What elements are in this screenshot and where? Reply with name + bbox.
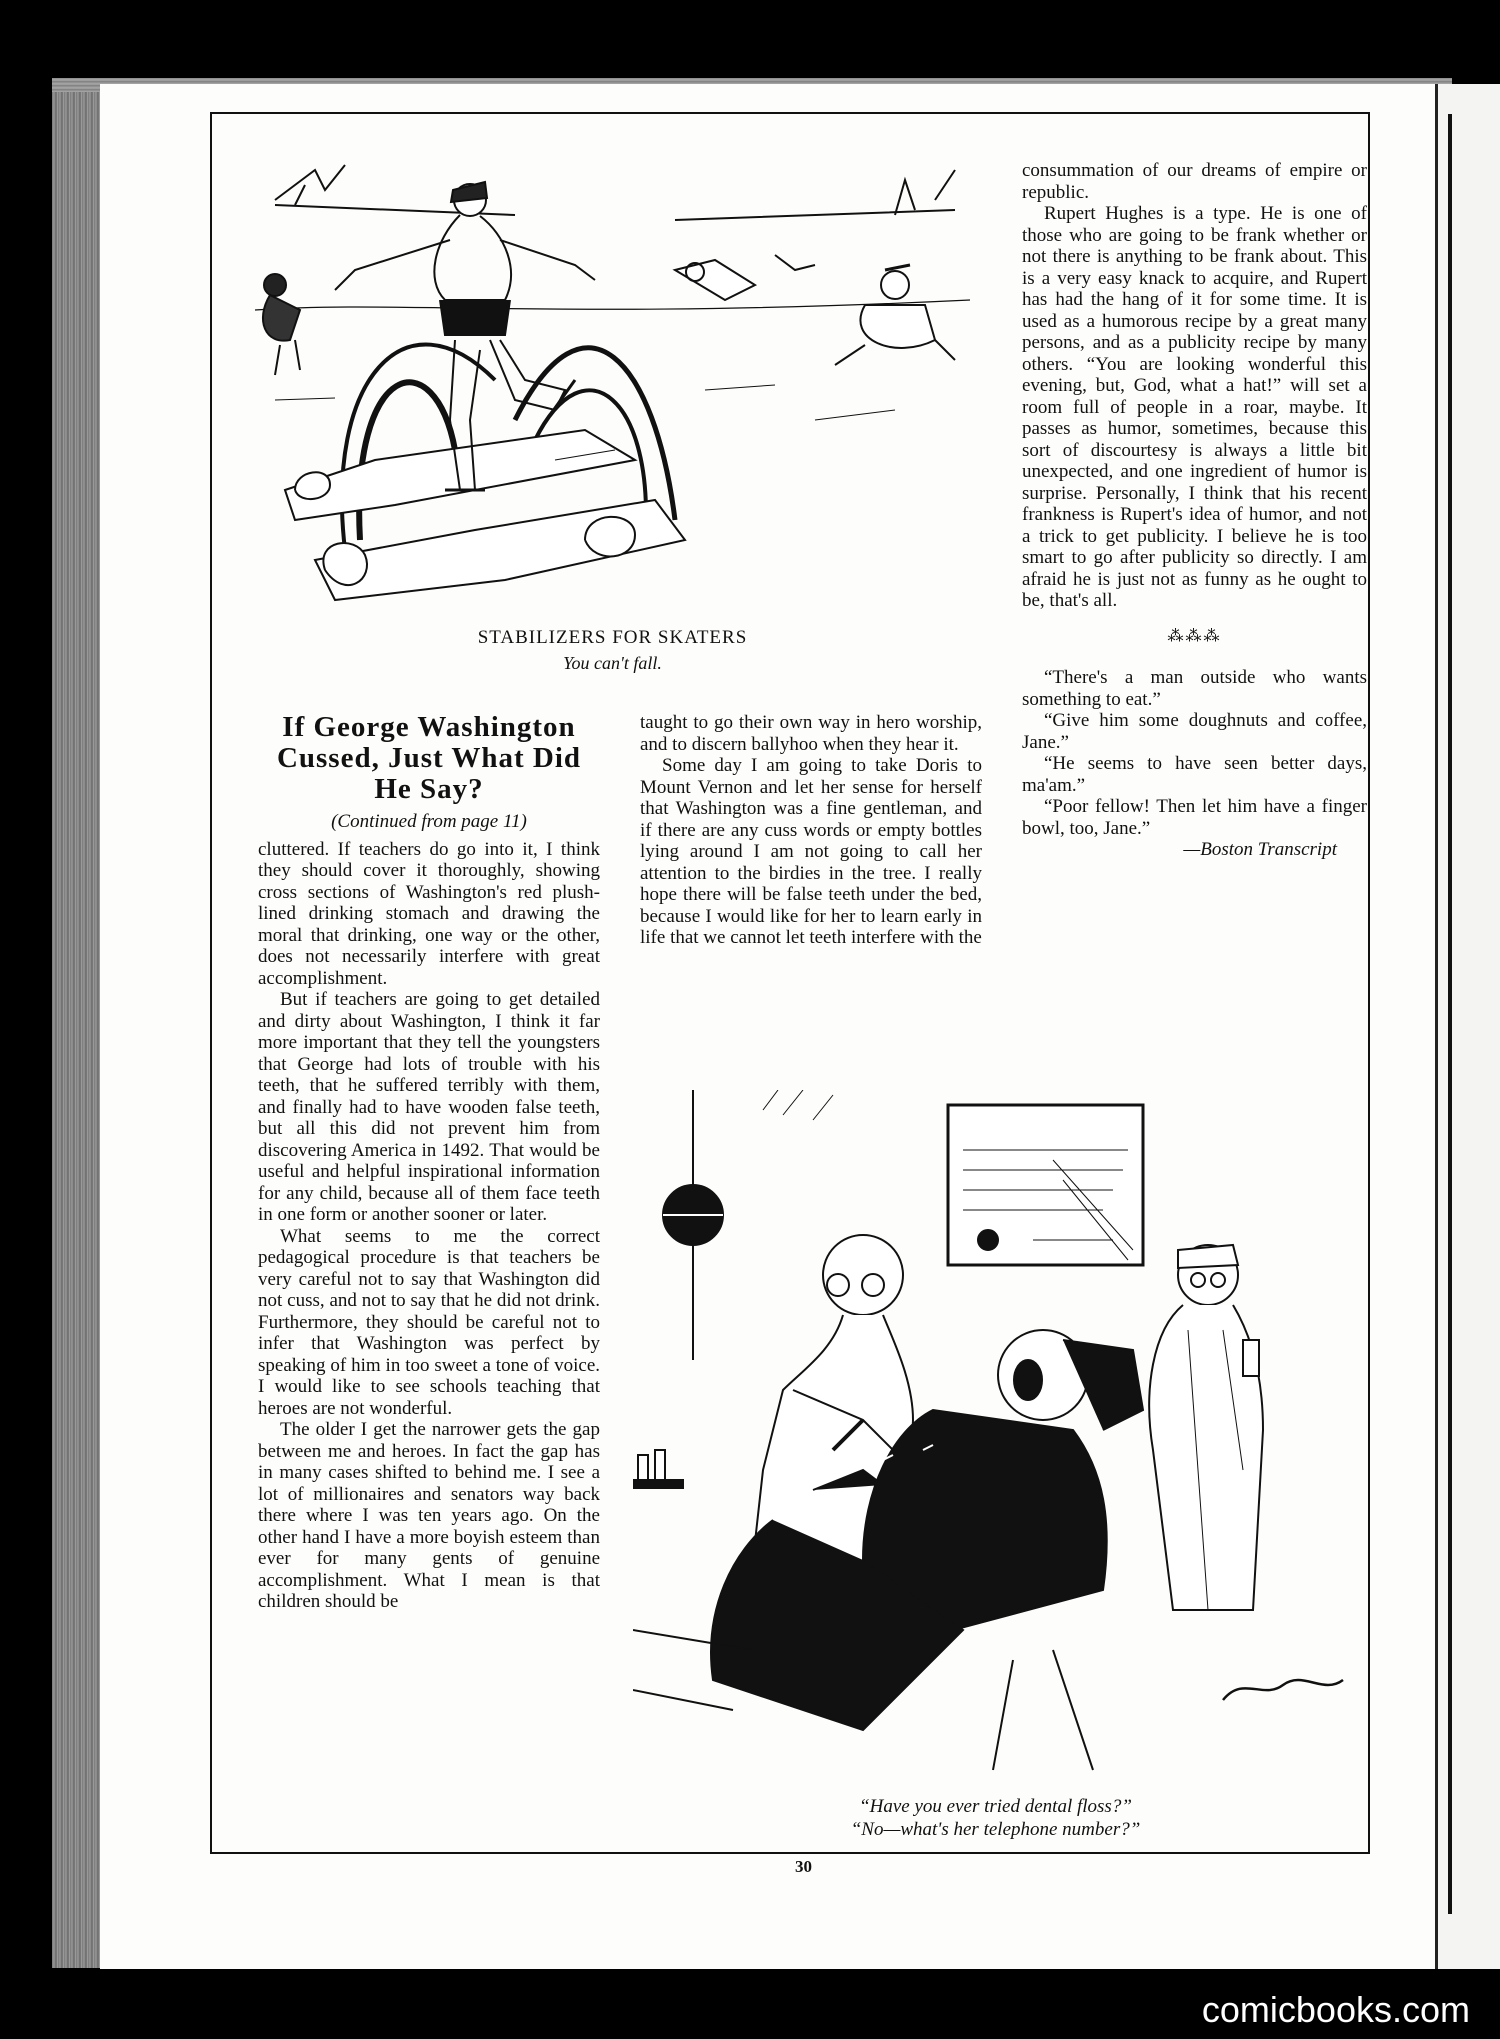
skaters-illustration [255,160,970,615]
article-column-3 [1022,160,1367,861]
paragraph: Rupert Hughes is a type. He is one of those who are going to be frank whether or not there is anything to be frank about. This is a very easy knack to acquire, and Rupert has had the hang of it for some time. It is used as a humorous recipe by a great many persons, and as a publicity recipe by many others. “You are looking wonderful this evening, but, God, what a hat!” will set a room full of people in a roar, maybe. It passes as humor, sometimes, because this sort of discourtesy is always a little bit unexpected, and one ingredient of humor is surprise. Personally, I think that his recent frankness is Rupert's idea of humor, and not a trick to get publicity. I believe he is too smart to go after publicity so directly. I am afraid he is just not as funny as he ought to be, that's all. [1022,203,1367,611]
paragraph: What seems to me the correct pedagogical procedure is that teachers be very careful not to say that Washington did not cuss, and not to say that he did not drink. Furthermore, they should be careful not to infer that Washington was perfect by speaking of him in too sweet a tone of voice. I would like to see schools teaching that heroes are not wonderful. [258,1225,600,1419]
cartoon-subtitle: You can't fall. [563,653,662,673]
joke-attribution: —Boston Transcript [1183,839,1337,860]
article-headline: If George Washington Cussed, Just What Did He Say? [276,711,582,805]
continued-line: (Continued from page 11) [331,811,527,832]
paragraph: cluttered. If teachers do go into it, I think they should cover it thoroughly, showing cross sections of Washington's red plush-lined drinking stomach and drawing the moral that drinking, one way or the other, does not necessarily interfere with great accomplishment. [258,838,600,989]
joke-line: “He seems to have seen better days, ma'am.” [1022,753,1367,796]
skaters-cartoon [255,160,970,615]
joke-line: “Give him some doughnuts and coffee, Jane.” [1022,710,1367,753]
cartoon-title: STABILIZERS FOR SKATERS [477,627,748,648]
paragraph: The older I get the narrower gets the gap between me and heroes. In fact the gap has in many cases shifted to behind me. I see a lot of millionaires and senators way back there where I was ten years ago. On the other hand I have a more boyish esteem than ever for many gents of genuine accomplishment. What I mean is that children should be [258,1419,600,1612]
watermark: comicbooks.com [1201,1989,1470,2030]
asterism: ⁂⁂⁂ [1167,627,1222,645]
dental-cartoon [633,1090,1358,1790]
page-number: 30 [795,1857,812,1876]
paragraph: Some day I am going to take Doris to Mount Vernon and let her sense for herself that Washington was a fine gentleman, and if there are any cuss words or empty bottles lying around I am not going to call her attention to the birdies in the tree. I really hope there will be false teeth under the bed, because I would like for her to learn early in life that we cannot let teeth interfere with the [640,755,982,948]
facing-page-edge [1435,84,1500,1969]
joke-line: “Poor fellow! Then let him have a finger bowl, too, Jane.” [1022,796,1367,839]
paragraph: consummation of our dreams of empire or republic. [1022,160,1367,203]
skaters-caption [255,627,970,674]
joke-line: “There's a man outside who wants something to eat.” [1022,667,1367,710]
dental-illustration [633,1090,1358,1790]
article-column-1 [258,712,600,1613]
caption-line-1: “Have you ever tried dental floss?” [859,1796,1132,1817]
paragraph: taught to go their own way in hero worship, and to discern ballyhoo when they hear it. [640,712,982,755]
dental-caption [633,1795,1358,1841]
caption-line-2: “No—what's her telephone number?” [850,1819,1141,1840]
paragraph: But if teachers are going to get detailed and dirty about Washington, I think it far more important that they tell the youngsters that George had lots of trouble with his teeth, that he suffered terribly with them, and finally had to have wooden false teeth, but all this did not prevent him from discovering America in 1492. That would be useful and helpful inspirational information for any child, because all of them face teeth in one form or another sooner or later. [258,989,600,1225]
article-column-2 [640,712,982,949]
